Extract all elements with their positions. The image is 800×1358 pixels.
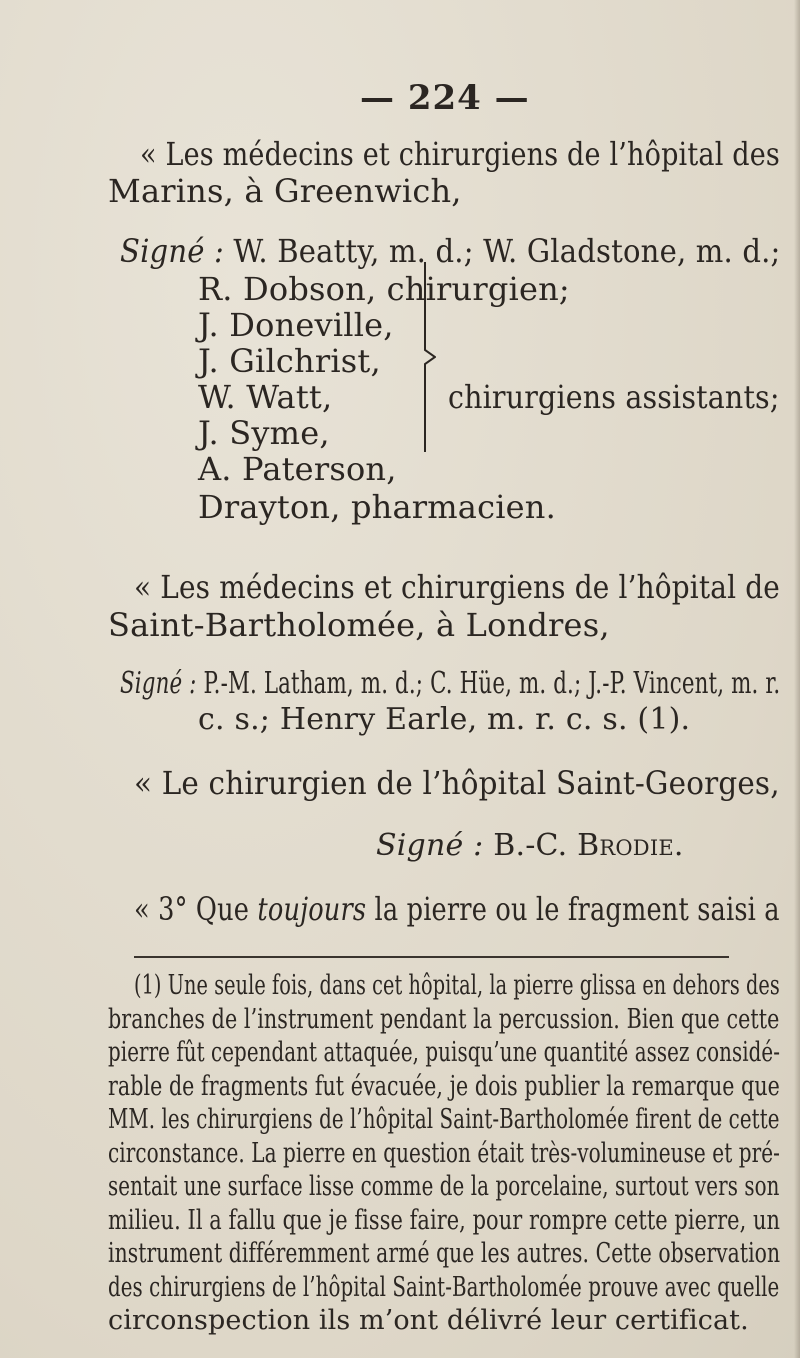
footnote-line: sentait une surface lisse comme de la porcelaine, surtout vers son (108, 1171, 780, 1202)
signe-label: Signé : (120, 666, 197, 701)
george-sig-surname: Brodie. (577, 828, 684, 863)
greenwich-name: J. Doneville, (198, 306, 394, 344)
greenwich-name: A. Paterson, (198, 450, 397, 488)
right-brace (424, 262, 436, 452)
greenwich-sig1: W. Beatty, m. d.; W. Gladstone, m. d.; (233, 232, 781, 270)
george-heading: « Le chirurgien de l’hôpital Saint-Georges, (134, 764, 780, 802)
greenwich-name: J. Syme, (198, 414, 330, 452)
footnote-line: milieu. Il a fallu que je fisse faire, pour rompre cette pierre, un (108, 1204, 781, 1236)
greenwich-sig2: R. Dobson, chirurgien; (198, 270, 570, 308)
footnote-line: pierre fût cependant attaquée, puisqu’une quantité assez considé- (108, 1037, 781, 1068)
greenwich-heading-line1: « Les médecins et chirurgiens de l’hôpital des (140, 135, 780, 173)
greenwich-signatures-line1 (120, 232, 781, 270)
bartholomew-heading-line1: « Les médecins et chirurgiens de l’hôpital de (134, 568, 780, 606)
bartholomew-signatures-line1 (120, 666, 780, 701)
greenwich-pharmacist: Drayton, pharmacien. (198, 488, 556, 526)
george-signature (376, 828, 684, 863)
greenwich-name: J. Gilchrist, (198, 342, 381, 380)
page-edge-shadow (794, 0, 800, 1358)
footnote-line: des chirurgiens de l’hôpital Saint-Bartholomée prouve avec quelle (108, 1271, 780, 1303)
signe-label: Signé : (376, 828, 484, 863)
greenwich-name: W. Watt, (198, 378, 333, 416)
footnote-line: rable de fragments fut évacuée, je dois publier la remarque que (108, 1070, 780, 1102)
section-3-prefix: « 3° Que (134, 890, 250, 928)
section-3-suffix: la pierre ou le fragment saisi a (374, 890, 780, 928)
footnote-line: circonstance. La pierre en question était très-volumineuse et pré- (108, 1137, 781, 1169)
footnote-separator (134, 956, 729, 958)
footnote-line: instrument différemment armé que les autres. Cette observation (108, 1238, 781, 1269)
george-sig-name: B.-C. (493, 828, 568, 863)
section-3-line (134, 890, 780, 928)
section-3-italic: toujours (257, 890, 367, 928)
footnote-line: (1) Une seule fois, dans cet hôpital, la pierre glissa en dehors des (134, 970, 780, 1001)
greenwich-heading-line2: Marins, à Greenwich, (108, 172, 462, 210)
brace-label: chirurgiens assistants; (448, 378, 780, 416)
bartholomew-heading-line2: Saint-Bartholomée, à Londres, (108, 606, 610, 644)
footnote-line: branches de l’instrument pendant la percussion. Bien que cette (108, 1003, 780, 1035)
page-number: — 224 — (360, 78, 530, 118)
bartholomew-sig2: c. s.; Henry Earle, m. r. c. s. (1). (198, 702, 691, 737)
footnote-line: circonspection ils m’ont délivré leur certificat. (108, 1305, 749, 1336)
bartholomew-sig1: P.-M. Latham, m. d.; C. Hüe, m. d.; J.-P. Vincent, m. r. (203, 666, 781, 701)
footnote-line: MM. les chirurgiens de l’hôpital Saint-Bartholomée firent de cette (108, 1104, 780, 1135)
signe-label: Signé : (120, 232, 225, 270)
